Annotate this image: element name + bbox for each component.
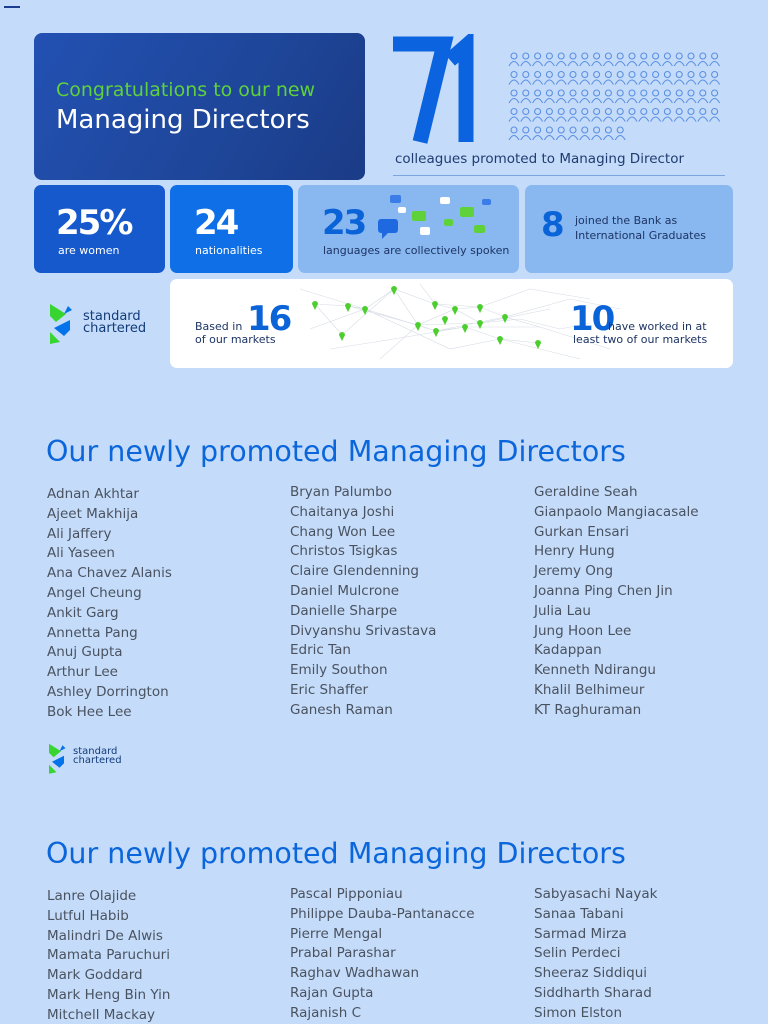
name-item: Simon Elston	[534, 1004, 623, 1021]
stat-card-nationalities	[170, 185, 293, 273]
map-pin-icon	[312, 301, 318, 310]
headline-number	[390, 34, 485, 150]
name-item: Henry Hung	[534, 543, 615, 560]
map-pin-icon	[415, 322, 421, 331]
speech-bubbles-icon	[374, 193, 498, 243]
brand-mark-icon	[46, 742, 67, 774]
hero-title: Managing Directors	[56, 105, 310, 135]
stat-value: 23	[322, 203, 366, 243]
names-column-3	[534, 483, 699, 721]
name-item: Christos Tsigkas	[290, 543, 398, 560]
map-pin-icon	[433, 328, 439, 337]
name-item: Mitchell Mackay	[47, 1006, 155, 1023]
name-item: Geraldine Seah	[534, 484, 638, 500]
headline-caption: colleagues promoted to Managing Director	[395, 151, 685, 167]
name-item: Malindri De Alwis	[47, 927, 163, 944]
name-item: Ashley Dorrington	[47, 683, 169, 700]
hero-banner	[34, 33, 365, 180]
name-item: Ganesh Raman	[290, 701, 393, 718]
name-item: Anuj Gupta	[47, 644, 123, 661]
section-title: Our newly promoted Managing Directors	[46, 837, 626, 870]
divider	[393, 175, 725, 176]
name-item: Danielle Sharpe	[290, 602, 398, 619]
name-item: Edric Tan	[290, 642, 351, 659]
stat-card-languages	[298, 185, 519, 273]
names-column-2	[290, 483, 436, 721]
name-item: Sheeraz Siddiqui	[534, 965, 648, 982]
name-item: Khalil Belhimeur	[534, 681, 645, 698]
name-item: Bok Hee Lee	[47, 703, 132, 720]
stat-label-line1: joined the Bank as	[575, 214, 678, 227]
names-column-2	[290, 885, 475, 1024]
name-item: Sarmad Mirza	[534, 925, 627, 942]
name-item: Kenneth Ndirangu	[534, 662, 656, 679]
stat-label: are women	[58, 244, 120, 257]
worked-number: 10	[570, 299, 614, 339]
name-item: Kadappan	[534, 642, 602, 659]
name-item: Divyanshu Srivastava	[290, 622, 437, 639]
names-column-3	[534, 885, 657, 1024]
stat-value: 24	[194, 203, 238, 243]
brand-mark-icon	[46, 302, 74, 344]
map-pin-icon	[362, 306, 368, 315]
name-item: Pascal Pipponiau	[290, 886, 403, 902]
logo-text-line2: chartered	[73, 755, 122, 766]
name-item: Emily Southon	[290, 662, 388, 679]
map-pin-icon	[391, 286, 397, 295]
name-item: Adnan Akhtar	[47, 486, 139, 502]
name-item: Arthur Lee	[47, 664, 118, 681]
name-item: Sabyasachi Nayak	[534, 886, 658, 902]
name-item: Gianpaolo Mangiacasale	[534, 503, 699, 520]
name-item: Julia Lau	[534, 602, 591, 619]
map-pin-icon	[477, 304, 483, 313]
stat-value: 25%	[56, 203, 132, 243]
map-pin-icon	[452, 306, 458, 315]
stat-card-women	[34, 185, 165, 273]
name-item: Sanaa Tabani	[534, 905, 624, 922]
logo-text-line2: chartered	[83, 321, 147, 336]
logo-text-line1: standard	[73, 746, 118, 757]
hero-subtitle: Congratulations to our new	[56, 79, 316, 101]
name-item: Angel Cheung	[47, 584, 142, 601]
map-pin-icon	[535, 340, 541, 349]
name-item: Jung Hoon Lee	[534, 622, 632, 639]
name-item: Gurkan Ensari	[534, 523, 629, 540]
names-column-1	[47, 887, 170, 1024]
markets-card	[170, 279, 733, 368]
name-item: Ali Yaseen	[47, 545, 115, 562]
name-item: Joanna Ping Chen Jin	[534, 582, 673, 599]
map-pin-icon	[462, 324, 468, 333]
name-item: Bryan Palumbo	[290, 484, 393, 500]
name-item: Pierre Mengal	[290, 925, 383, 942]
name-item: Chaitanya Joshi	[290, 503, 395, 520]
map-pin-icon	[345, 303, 351, 312]
names-column-1	[47, 485, 172, 723]
name-item: Ali Jaffery	[47, 525, 112, 542]
stat-card-graduates	[525, 185, 733, 273]
logo-text-line1: standard	[83, 309, 141, 324]
name-item: Ana Chavez Alanis	[47, 565, 172, 582]
worked-line1: have worked in at	[608, 320, 707, 333]
name-item: Claire Glendenning	[290, 563, 419, 580]
map-pin-icon	[442, 316, 448, 325]
people-grid-icon	[508, 50, 726, 140]
based-prefix: Based in	[195, 320, 243, 333]
name-item: Lutful Habib	[47, 907, 129, 924]
name-item: Rajan Gupta	[290, 984, 374, 1001]
worked-line2: least two of our markets	[573, 333, 708, 346]
standard-chartered-logo	[46, 742, 130, 774]
name-item: Daniel Mulcrone	[290, 582, 400, 599]
top-rule	[4, 6, 20, 8]
stat-label-line2: International Graduates	[575, 229, 706, 242]
name-item: Eric Shaffer	[290, 681, 369, 698]
section-title: Our newly promoted Managing Directors	[46, 435, 626, 468]
based-suffix: of our markets	[195, 333, 276, 346]
stat-label: languages are collectively spoken	[323, 244, 510, 257]
map-pin-icon	[339, 332, 345, 341]
map-pin-icon	[497, 336, 503, 345]
based-number: 16	[247, 299, 291, 339]
name-item: Ankit Garg	[47, 604, 119, 621]
name-item: Prabal Parashar	[290, 945, 396, 962]
name-item: Chang Won Lee	[290, 523, 396, 540]
name-item: Mark Heng Bin Yin	[47, 986, 171, 1003]
name-item: Lanre Olajide	[47, 888, 137, 904]
stat-value: 8	[541, 205, 563, 245]
map-pin-icon	[432, 301, 438, 310]
map-pin-icon	[502, 314, 508, 323]
name-item: Philippe Dauba-Pantanacce	[290, 905, 475, 922]
name-item: Raghav Wadhawan	[290, 965, 420, 982]
name-item: Mamata Paruchuri	[47, 947, 170, 964]
name-item: Siddharth Sharad	[534, 984, 652, 1001]
stat-label: nationalities	[195, 244, 263, 257]
name-item: Ajeet Makhija	[47, 505, 139, 522]
name-item: Mark Goddard	[47, 967, 143, 984]
name-item: KT Raghuraman	[534, 701, 642, 718]
standard-chartered-logo	[46, 302, 156, 344]
name-item: Selin Perdeci	[534, 945, 621, 962]
name-item: Rajanish C	[290, 1004, 361, 1021]
map-pin-icon	[477, 320, 483, 329]
name-item: Jeremy Ong	[534, 563, 614, 580]
name-item: Annetta Pang	[47, 624, 138, 641]
